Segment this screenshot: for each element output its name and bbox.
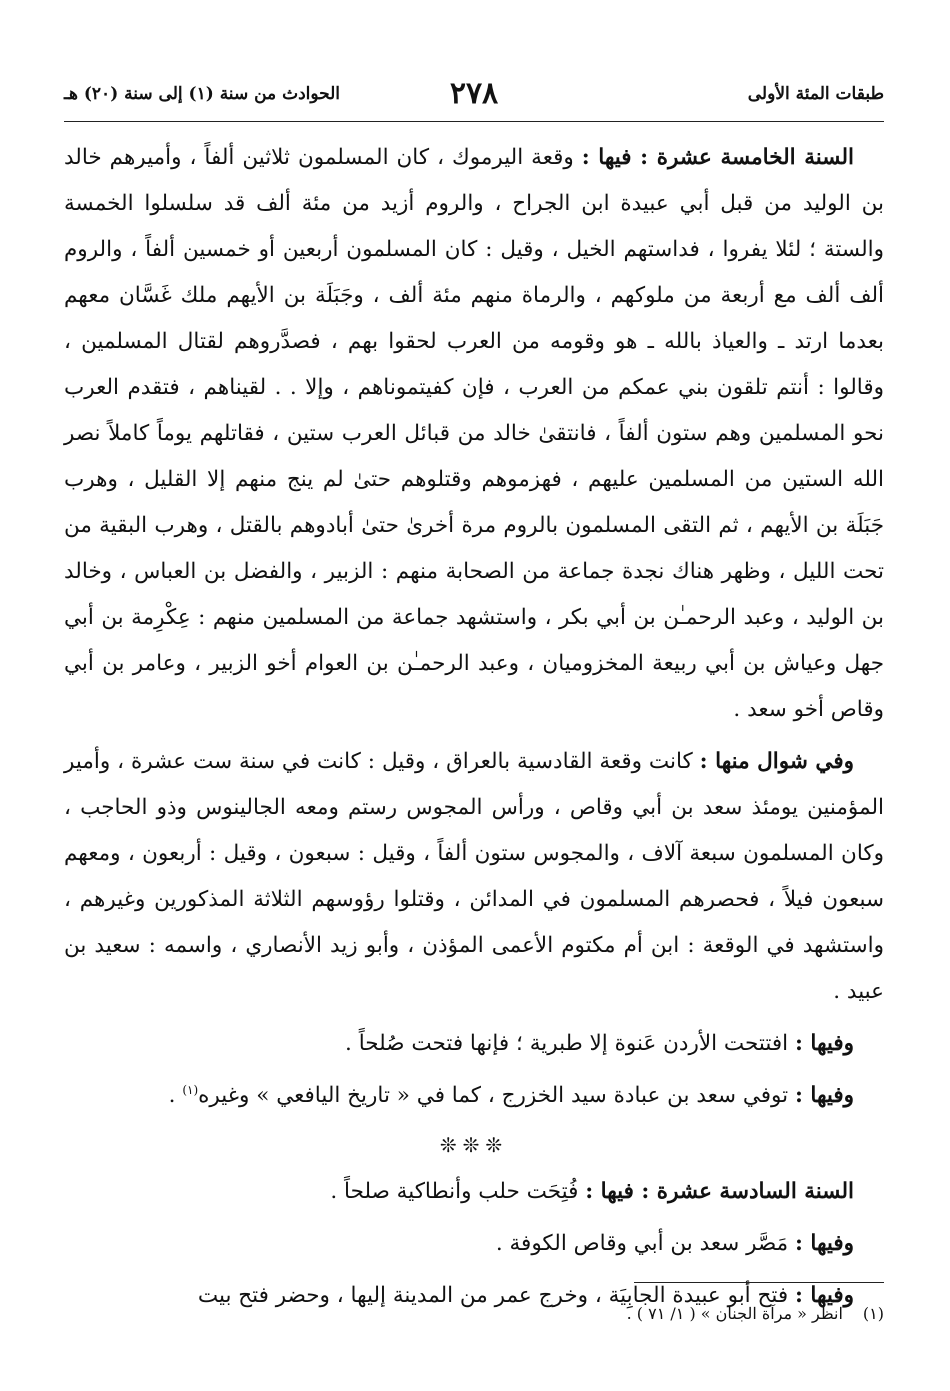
footnote-reference[interactable]: (١) — [182, 1082, 199, 1097]
footnote — [64, 1300, 884, 1328]
page-header — [64, 76, 884, 118]
paragraph-lead: وفي شوال منها : — [699, 749, 855, 774]
book-title: طبقات المئة الأولى — [747, 84, 884, 104]
paragraph-lead: السنة الخامسة عشرة : فيها : — [581, 145, 854, 170]
paragraph-lead: السنة السادسة عشرة : فيها : — [585, 1179, 854, 1204]
page-number: ٢٧٨ — [449, 76, 499, 111]
paragraph-text: فتح أبو عبيدة الجابِيَة ، وخرج عمر من المدينة إليها ، وحضر فتح بيت — [197, 1283, 795, 1308]
paragraph-tail: . — [168, 1083, 183, 1108]
paragraph-jordan — [64, 1021, 884, 1067]
paragraph-text: وقعة اليرموك ، كان المسلمون ثلاثين ألفاً ، وأميرهم خالد بن الوليد من قبل أبي عبيدة ابن الجراح ، والروم أزيد من مئة ألف قد سلسلوا الخمسة والستة ؛ لئلا يفروا ، فداستهم الخيل ، وقيل : كان المسلمون أربعين أو خمسين ألفاً ، والروم ألف ألف مع أربعة من ملوكهم ، والرماة منهم مئة ألف ، وجَبَلَة بن الأيهم ملك غَسَّان معهم بعدما ارتد ـ والعياذ بالله ـ هو وقومه من العرب لحقوا بهم ، فصدَّروهم لقتال المسلمين ، وقالوا : أنتم تلقون بني عمكم من العرب ، فإن كفيتموناهم ، وإلا . . لقيناهم ، فتقدم العرب نحو المسلمين وهم ستون ألفاً ، فانتقىٰ خالد من قبائل العرب ستين ، فقاتلهم يوماً كاملاً نصر الله الستين من المسلمين عليهم ، فهزموهم وقتلوهم حتىٰ لم ينج منهم إلا القليل ، وهرب جَبَلَة بن الأيهم ، ثم التقى المسلمون بالروم مرة أخرىٰ حتىٰ أبادوهم بالقتل ، وهرب البقية من تحت الليل ، وظهر هناك نجدة جماعة من الصحابة منهم : الزبير ، والفضل بن العباس ، وخالد بن الوليد ، وعبد الرحمـٰن بن أبي بكر ، واستشهد جماعة من المسلمين منهم : عِكْرِمة بن أبي جهل وعياش بن أبي ربيعة المخزوميان ، وعبد الرحمـٰن بن العوام أخو الزبير ، وعامر بن أبي وقاص أخو سعد . — [64, 145, 884, 722]
paragraph-lead: وفيها : — [794, 1283, 854, 1308]
header-divider — [64, 121, 884, 122]
paragraph-saad — [64, 1073, 884, 1119]
paragraph-text: كانت وقعة القادسية بالعراق ، وقيل : كانت في سنة ست عشرة ، وأمير المؤمنين يومئذ سعد بن أبي وقاص ، ورأس المجوس رستم ومعه الجالينوس وذو الحاجب ، وكان المسلمون سبعة آلاف ، والمجوس ستون ألفاً ، وقيل : سبعون ، وقيل : أربعون ، ومعهم سبعون فيلاً ، فحصرهم المسلمون في المدائن ، وقتلوا رؤوسهم الثلاثة المذكورين وغيرهم ، واستشهد في الوقعة : ابن أم مكتوم الأعمى المؤذن ، وأبو زيد الأنصاري ، واسمه : سعيد بن عبيد . — [64, 749, 884, 1004]
main-text — [64, 135, 884, 1325]
paragraph-year-15 — [64, 135, 884, 733]
paragraph-shawwal — [64, 739, 884, 1015]
paragraph-text: افتتحت الأردن عَنوة إلا طبرية ؛ فإنها فتحت صُلحاً . — [345, 1031, 795, 1056]
paragraph-lead: وفيها : — [794, 1231, 854, 1256]
paragraph-kufa — [64, 1221, 884, 1267]
paragraph-text: فُتِحَت حلب وأنطاكية صلحاً . — [330, 1179, 586, 1204]
paragraph-year-16 — [64, 1169, 884, 1215]
footnote-number: (١) — [862, 1304, 884, 1323]
section-separator: ❊❊❊ — [439, 1133, 509, 1157]
paragraph-lead: وفيها : — [794, 1031, 854, 1056]
section-title: الحوادث من سنة (١) إلى سنة (٢٠) هـ — [64, 84, 341, 104]
footnote-text: انظر « مرآة الجنان » ( ١/ ٧١ ) . — [626, 1304, 843, 1323]
footnote-divider — [634, 1282, 884, 1283]
paragraph-lead: وفيها : — [794, 1083, 854, 1108]
paragraph-text: توفي سعد بن عبادة سيد الخزرج ، كما في « تاريخ اليافعي » وغيره — [198, 1083, 795, 1108]
paragraph-text: مَصَّر سعد بن أبي وقاص الكوفة . — [495, 1231, 795, 1256]
